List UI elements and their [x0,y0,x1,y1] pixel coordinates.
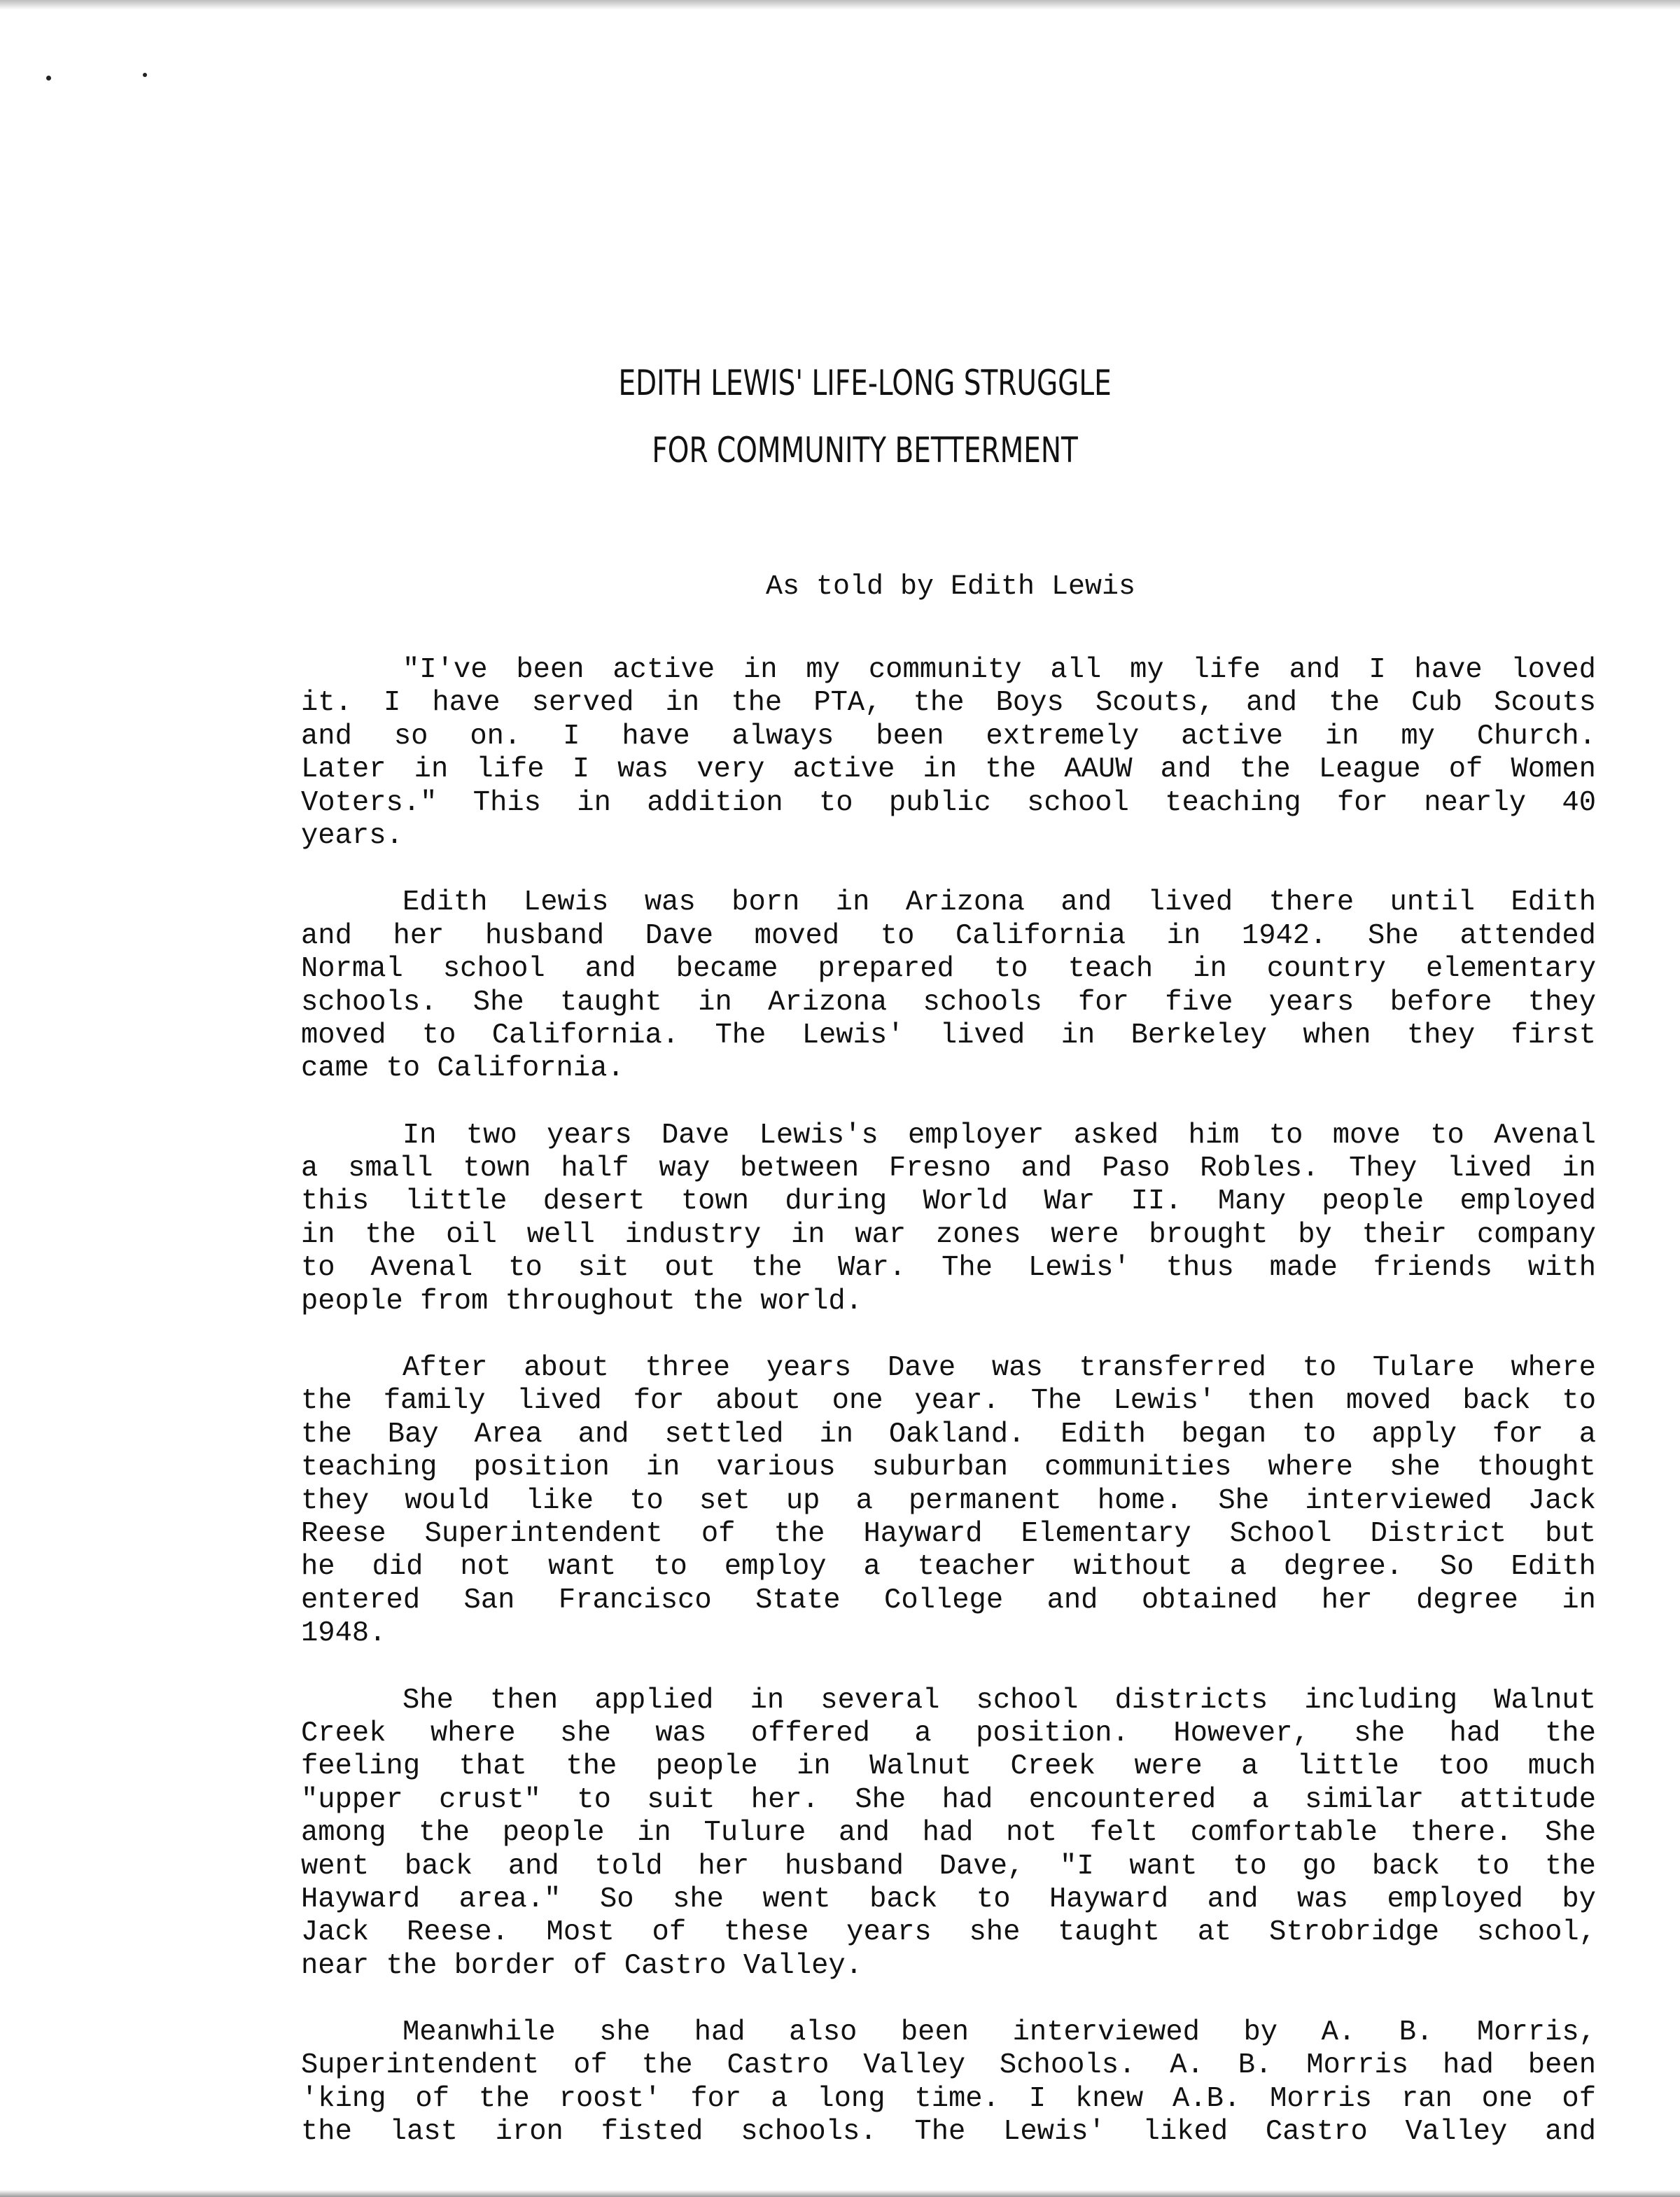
paragraph-line: they would like to set up a permanent home. She interviewed Jack [301,1484,1596,1517]
paragraph-line: and so on. I have always been extremely active in my Church. [301,720,1596,753]
paragraph-line: Creek where she was offered a position. However, she had the [301,1717,1596,1750]
paragraph-line: "I've been active in my community all my life and I have loved [402,654,1596,686]
paragraph [301,1685,1596,1983]
paragraph-line: he did not want to employ a teacher without a degree. So Edith [301,1551,1596,1584]
paragraph-line: entered San Francisco State College and obtained her degree in [301,1584,1596,1617]
paragraph [301,886,1596,1085]
paragraph-line: Edith Lewis was born in Arizona and lived there until Edith [402,886,1596,919]
paragraph [301,2016,1596,2149]
paragraph [301,654,1596,853]
document-title-line-1: EDITH LEWIS' LIFE-LONG STRUGGLE [618,363,1112,403]
paragraph-line: Voters." This in addition to public school teaching for nearly 40 [301,786,1596,819]
paragraph-line: this little desert town during World War II. Many people employed [301,1185,1596,1218]
paragraph-line: the last iron fisted schools. The Lewis' liked Castro Valley and [301,2116,1596,2149]
paragraph-line: Superintendent of the Castro Valley Schools. A. B. Morris had been [301,2049,1596,2082]
paragraph-line: Later in life I was very active in the AAUW and the League of Women [301,753,1596,786]
paragraph-line: teaching position in various suburban communities where she thought [301,1451,1596,1484]
scan-speck [143,73,147,77]
paragraph-line: to Avenal to sit out the War. The Lewis' thus made friends with [301,1252,1596,1285]
paragraph-line: near the border of Castro Valley. [301,1949,863,1982]
paragraph-line: the Bay Area and settled in Oakland. Edith began to apply for a [301,1418,1596,1451]
paragraph-line: 'king of the roost' for a long time. I knew A.B. Morris ran one of [301,2082,1596,2115]
paragraph-line: She then applied in several school districts including Walnut [402,1684,1596,1717]
paragraph-line: it. I have served in the PTA, the Boys Scouts, and the Cub Scouts [301,687,1596,720]
paragraph-line: Meanwhile she had also been interviewed by A. B. Morris, [402,2016,1596,2049]
scan-top-edge [0,0,1680,10]
paragraph-line: Normal school and became prepared to teach in country elementary [301,953,1596,986]
paragraph-line: Jack Reese. Most of these years she taught at Strobridge school, [301,1916,1596,1949]
paragraph-line: a small town half way between Fresno and Paso Robles. They lived in [301,1152,1596,1185]
paragraph-line: went back and told her husband Dave, "I want to go back to the [301,1850,1596,1883]
paragraph-line: feeling that the people in Walnut Creek were a little too much [301,1750,1596,1783]
paragraph-line: came to California. [301,1052,624,1085]
paragraph-line: 1948. [301,1617,386,1650]
paragraph-line: and her husband Dave moved to California in 1942. She attended [301,919,1596,952]
paragraph [301,1352,1596,1651]
scan-bottom-edge [0,2190,1680,2197]
paragraph-line: "upper crust" to suit her. She had encountered a similar attitude [301,1783,1596,1816]
paragraph [301,1120,1596,1318]
document-byline: As told by Edith Lewis [765,571,1136,603]
document-body [301,654,1596,2183]
paragraph-line: the family lived for about one year. The Lewis' then moved back to [301,1385,1596,1418]
paragraph-line: Reese Superintendent of the Hayward Elementary School District but [301,1517,1596,1550]
paragraph-line: schools. She taught in Arizona schools for five years before they [301,986,1596,1019]
paragraph-line: Hayward area." So she went back to Hayward and was employed by [301,1883,1596,1916]
document-title-line-2: FOR COMMUNITY BETTERMENT [652,430,1078,470]
paragraph-line: among the people in Tulure and had not felt comfortable there. She [301,1817,1596,1850]
paragraph-line: in the oil well industry in war zones were brought by their company [301,1218,1596,1251]
paragraph-line: years. [301,819,403,852]
paragraph-line: In two years Dave Lewis's employer asked him to move to Avenal [402,1119,1596,1152]
paragraph-line: moved to California. The Lewis' lived in Berkeley when they first [301,1019,1596,1052]
paragraph-line: After about three years Dave was transferred to Tulare where [402,1352,1596,1385]
paragraph-line: people from throughout the world. [301,1285,863,1318]
scan-speck [46,76,51,81]
